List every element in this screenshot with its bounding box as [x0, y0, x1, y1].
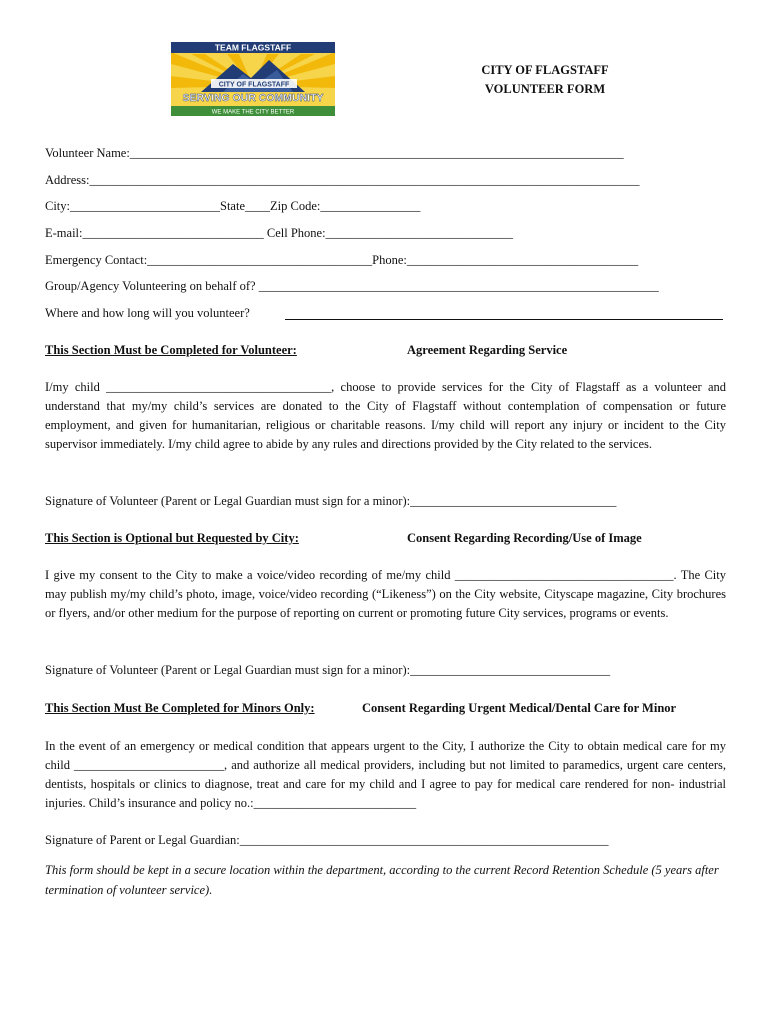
city-state-zip-field[interactable]: City:________________________State____Zip Code:________________: [45, 199, 421, 213]
section2-consent-paragraph: I give my consent to the City to make a voice/video recording of me/my child ___________________________________. The City may publish my/my child’s photo, image, voice/video recording (“Likeness”) on the City website, Cityscape magazine, City brochures or flyers, and/or other medium for the purpose of reporting on current or promoting future City services, programs or events.: [45, 568, 726, 620]
logo-main-text: SERVING OUR COMMUNITY: [182, 92, 324, 104]
form-title-city: CITY OF FLAGSTAFF: [481, 63, 609, 77]
logo-graphic: [171, 42, 335, 116]
group-agency-field[interactable]: Group/Agency Volunteering on behalf of? ________________________________________________________________: [45, 279, 659, 293]
section3-heading: This Section Must Be Completed for Minors Only:: [45, 701, 315, 715]
section1-signature-field[interactable]: Signature of Volunteer (Parent or Legal Guardian must sign for a minor):_________________________________: [45, 494, 617, 508]
section1-title: Agreement Regarding Service: [407, 343, 568, 357]
section2-heading: This Section is Optional but Requested by City:: [45, 531, 299, 545]
record-retention-note: This form should be kept in a secure location within the department, according to the current Record Retention Schedule (5 years after termination of volunteer service).: [45, 863, 719, 897]
section2-title: Consent Regarding Recording/Use of Image: [407, 531, 642, 545]
section1-agreement-paragraph: I/my child ____________________________________, choose to provide services for the City of Flagstaff as a volunteer and understand that my/my child’s services are donated to the City of Flagstaff without contemplation of compensation or future employment, and given for humanitarian, religious or charitable reasons. I/my child will report any injury or incident to the City supervisor immediately. I/my child agree to abide by any rules and directions provided by the City related to the services.: [45, 380, 726, 451]
where-how-long-label: Where and how long will you volunteer?: [45, 306, 250, 320]
emergency-contact-field[interactable]: Emergency Contact:____________________________________Phone:_____________________________________: [45, 253, 639, 267]
email-cell-phone-field[interactable]: E-mail:_____________________________ Cell Phone:______________________________: [45, 226, 514, 240]
section3-medical-paragraph: In the event of an emergency or medical condition that appears urgent to the City, I authorize the City to obtain medical care for my child ________________________, and authorize all medical providers, including but not limited to paramedics, urgent care centers, dentists, hospitals or clinics to diagnose, treat and care for my child and I agree to pay for medical care rendered for non- industrial injuries. Child’s insurance and policy no.:__________________________: [45, 739, 726, 810]
form-title-volunteer-form: VOLUNTEER FORM: [484, 82, 606, 96]
address-field[interactable]: Address:________________________________________________________________________________________: [45, 173, 640, 187]
section1-heading: This Section Must be Completed for Volunteer:: [45, 343, 297, 357]
section2-signature-field[interactable]: Signature of Volunteer (Parent or Legal Guardian must sign for a minor):________________________________: [45, 663, 611, 677]
section3-signature-field[interactable]: Signature of Parent or Legal Guardian:___________________________________________________________: [45, 833, 609, 847]
logo-middle-text: CITY OF FLAGSTAFF: [218, 81, 290, 89]
where-how-long-input-line[interactable]: [285, 319, 723, 320]
volunteer-name-field[interactable]: Volunteer Name:_______________________________________________________________________________: [45, 146, 624, 160]
logo-top-text: TEAM FLAGSTAFF: [214, 42, 292, 53]
section3-title: Consent Regarding Urgent Medical/Dental Care for Minor: [362, 701, 677, 715]
logo-bottom-text: WE MAKE THE CITY BETTER: [211, 109, 295, 116]
team-flagstaff-logo: [171, 42, 335, 116]
